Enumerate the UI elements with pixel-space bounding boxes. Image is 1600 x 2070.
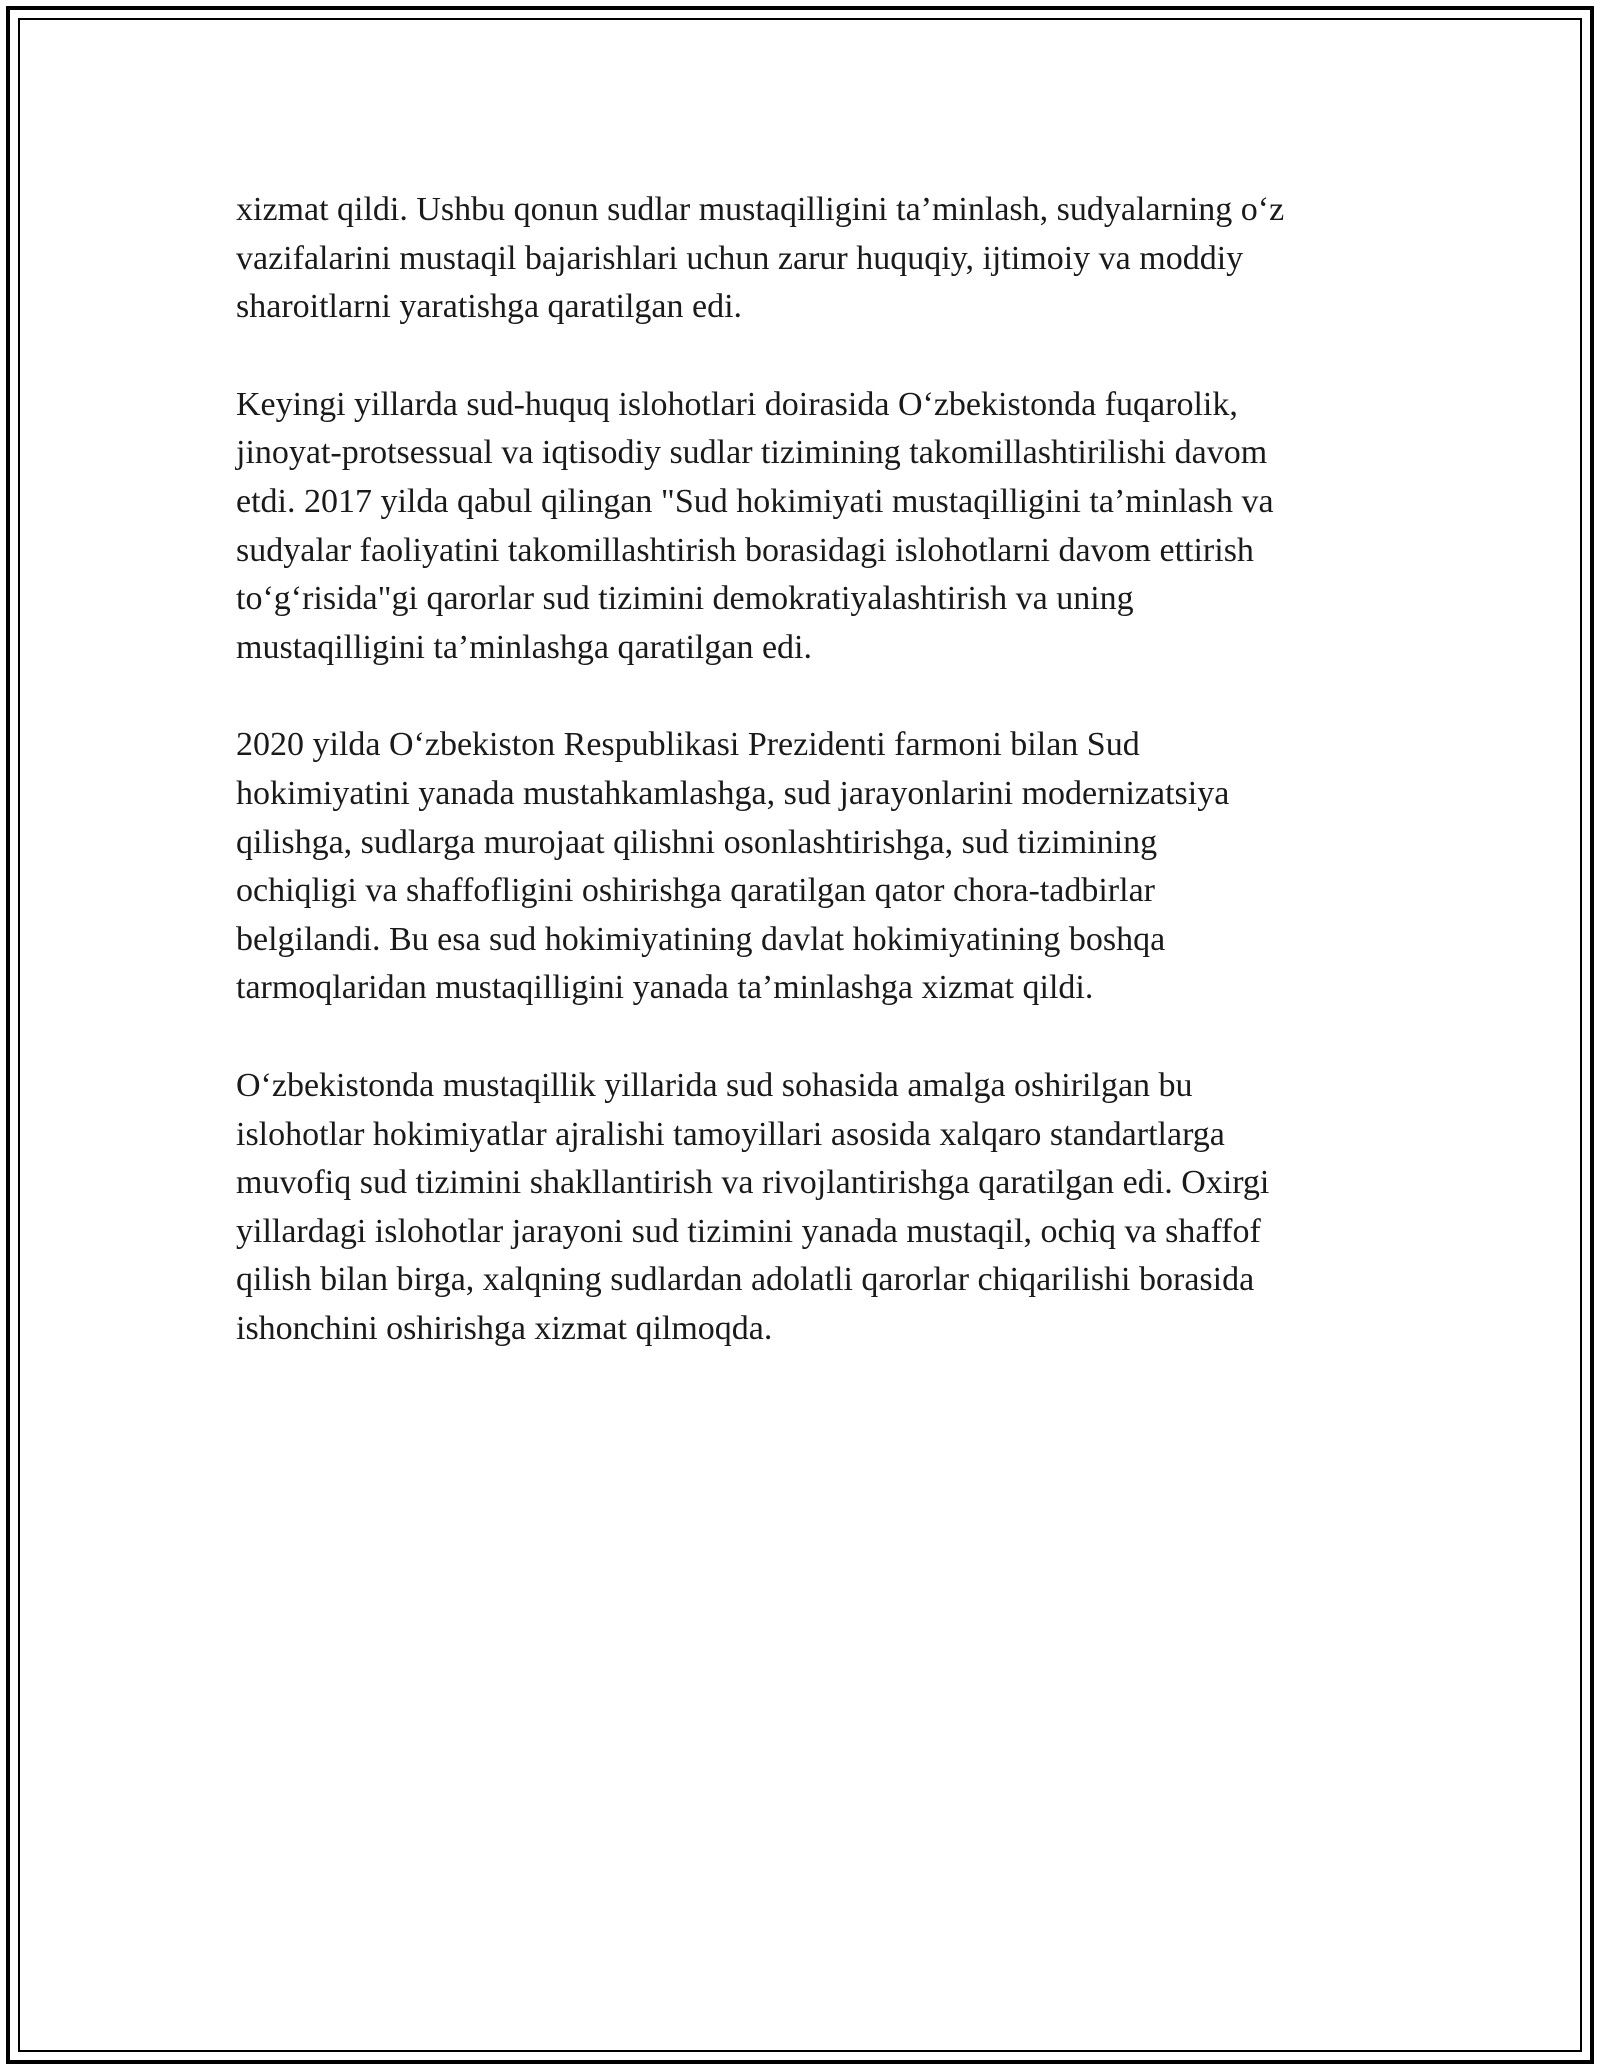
paragraph-2 xyxy=(236,381,1376,673)
paragraph-2-line-4: sudyalar faoliyatini takomillashtirish borasidagi islohotlarni davom ettirish xyxy=(236,531,1254,569)
paragraph-3-line-5: belgilandi. Bu esa sud hokimiyatining davlat hokimiyatining boshqa xyxy=(236,920,1166,958)
paragraph-2-line-6: mustaqilligini ta’minlashga qaratilgan edi. xyxy=(236,628,812,666)
document-body xyxy=(236,186,1376,1402)
paragraph-4-line-3: muvofiq sud tizimini shakllantirish va rivojlantirishga qaratilgan edi. Oxirgi xyxy=(236,1164,1270,1202)
paragraph-3-line-2: hokimiyatini yanada mustahkamlashga, sud jarayonlarini modernizatsiya xyxy=(236,774,1230,812)
paragraph-2-line-1: Keyingi yillarda sud-huquq islohotlari doirasida O‘zbekistonda fuqarolik, xyxy=(236,385,1238,423)
paragraph-4-line-5: qilish bilan birga, xalqning sudlardan adolatli qarorlar chiqarilishi borasida xyxy=(236,1261,1255,1299)
paragraph-4-line-1: O‘zbekistonda mustaqillik yillarida sud sohasida amalga oshirilgan bu xyxy=(236,1066,1193,1104)
paragraph-1-line-1: xizmat qildi. Ushbu qonun sudlar mustaqilligini ta’minlash, sudyalarning o‘z xyxy=(236,191,1285,228)
paragraph-3 xyxy=(236,721,1376,1013)
paragraph-1-line-2: vazifalarini mustaqil bajarishlari uchun zarur huquqiy, ijtimoiy va moddiy xyxy=(236,239,1244,277)
paragraph-2-line-5: to‘g‘risida"gi qarorlar sud tizimini demokratiyalashtirish va uning xyxy=(236,580,1134,618)
paragraph-4-line-4: yillardagi islohotlar jarayoni sud tizimini yanada mustaqil, ochiq va shaffof xyxy=(236,1212,1261,1250)
paragraph-4-line-2: islohotlar hokimiyatlar ajralishi tamoyillari asosida xalqaro standartlarga xyxy=(236,1115,1225,1153)
paragraph-3-line-1: 2020 yilda O‘zbekiston Respublikasi Prezidenti farmoni bilan Sud xyxy=(236,726,1140,764)
paragraph-4-line-6: ishonchini oshirishga xizmat qilmoqda. xyxy=(236,1309,773,1347)
paragraph-4 xyxy=(236,1062,1376,1354)
paragraph-1 xyxy=(236,186,1376,332)
paragraph-1-line-3: sharoitlarni yaratishga qaratilgan edi. xyxy=(236,288,743,326)
paragraph-3-line-3: qilishga, sudlarga murojaat qilishni osonlashtirishga, sud tizimining xyxy=(236,823,1158,861)
paragraph-3-line-4: ochiqligi va shaffofligini oshirishga qaratilgan qator chora-tadbirlar xyxy=(236,872,1155,910)
paragraph-2-line-3: etdi. 2017 yilda qabul qilingan "Sud hokimiyati mustaqilligini ta’minlash va xyxy=(236,482,1274,520)
paragraph-2-line-2: jinoyat-protsessual va iqtisodiy sudlar tizimining takomillashtirilishi davom xyxy=(236,434,1268,472)
paragraph-3-line-6: tarmoqlaridan mustaqilligini yanada ta’minlashga xizmat qildi. xyxy=(236,969,1094,1007)
